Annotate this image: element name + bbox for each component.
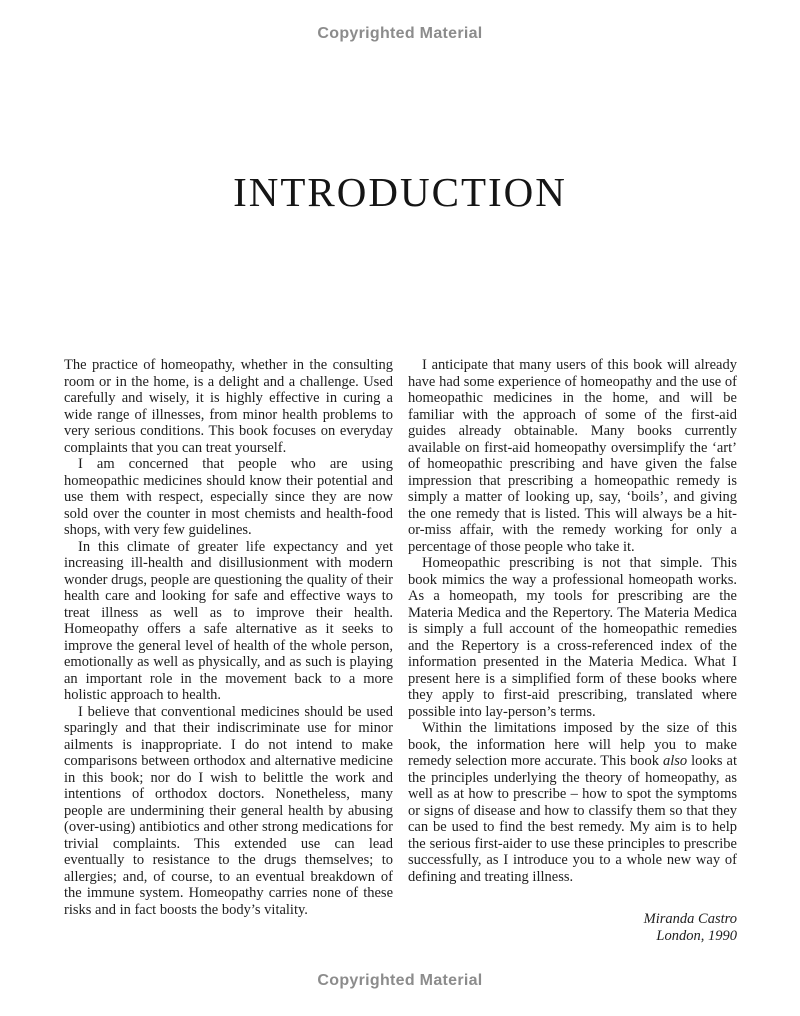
page-title: INTRODUCTION [233,169,567,215]
author-signature [408,911,737,945]
signature-place-date: London, 1990 [656,928,737,944]
paragraph: I believe that conventional medicines should be used sparingly and that their indiscriminate use for minor ailments is inappropriate. I do not intend to make comparisons between orthodox and alternative medicine in this book; nor do I wish to belittle the work and intentions of orthodox doctors. Nonetheless, many people are undermining their general health by abusing (over-using) antibiotics and other strong medications for trivial complaints. This extended use can lead eventually to resistance to the drugs themselves; to allergies; and, of course, to an eventual breakdown of the immune system. Homeopathy carries none of these risks and in fact boosts the body’s vitality. [64,703,393,918]
paragraph: In this climate of greater life expectancy and yet increasing ill-health and disillusionment with modern wonder drugs, people are questioning the quality of their health care and looking for safe and effective ways to treat illness as well as to improve their health. Homeopathy offers a safe alternative as it seeks to improve the general level of health of the whole person, emotionally as well as physically, and as such is playing an important role in the movement back to a more holistic approach to health. [64,538,393,703]
paragraph: I anticipate that many users of this book will already have had some experience of homeopathy and the use of homeopathic medicines in the home, and will be familiar with the approach of some of the first-aid guides already obtainable. Many books currently available on first-aid homeopathy oversimplify the ‘art’ of homeopathic prescribing and have given the false impression that prescribing a homeopathic remedy is simply a matter of looking up, say, ‘boils’, and giving the one remedy that is listed. This will always be a hit-or-miss affair, with the remedy working for only a percentage of those people who take it. [408,357,737,555]
paragraph: Homeopathic prescribing is not that simple. This book mimics the way a professional homeopath works. As a homeopath, my tools for prescribing are the Materia Medica and the Repertory. The Materia Medica is simply a full account of the homeopathic remedies and the Repertory is a cross-referenced index of the information presented in the Materia Medica. What I present here is a simplified form of these books where they apply to first-aid prescribing, translated where possible into lay-person’s terms. [408,555,737,720]
copyright-notice-top: Copyrighted Material [317,25,483,42]
paragraph: The practice of homeopathy, whether in the consulting room or in the home, is a delight and a challenge. Used carefully and wisely, it is highly effective in curing a wide range of illnesses, from minor health problems to very serious conditions. This book focuses on everyday complaints that you can treat yourself. [64,357,393,456]
signature-author-name: Miranda Castro [643,911,737,927]
left-column [64,357,393,945]
copyright-notice-bottom: Copyrighted Material [317,972,483,989]
right-column [408,357,737,945]
emphasized-text: also [663,753,688,769]
body-columns [0,357,800,945]
paragraph: I am concerned that people who are using homeopathic medicines should know their potential and use them with respect, especially since they are now sold over the counter in most chemists and health-food shops, with very few guidelines. [64,456,393,538]
paragraph: Within the limitations imposed by the size of this book, the information here will help you to make remedy selection more accurate. This book also looks at the principles underlying the theory of homeopathy, as well as at how to prescribe – how to spot the symptoms or signs of disease and how to classify them so that they can be used to find the best remedy. My aim is to help the serious first-aider to use these principles to prescribe successfully, as I introduce you to a whole new way of defining and treating illness. [408,720,737,885]
